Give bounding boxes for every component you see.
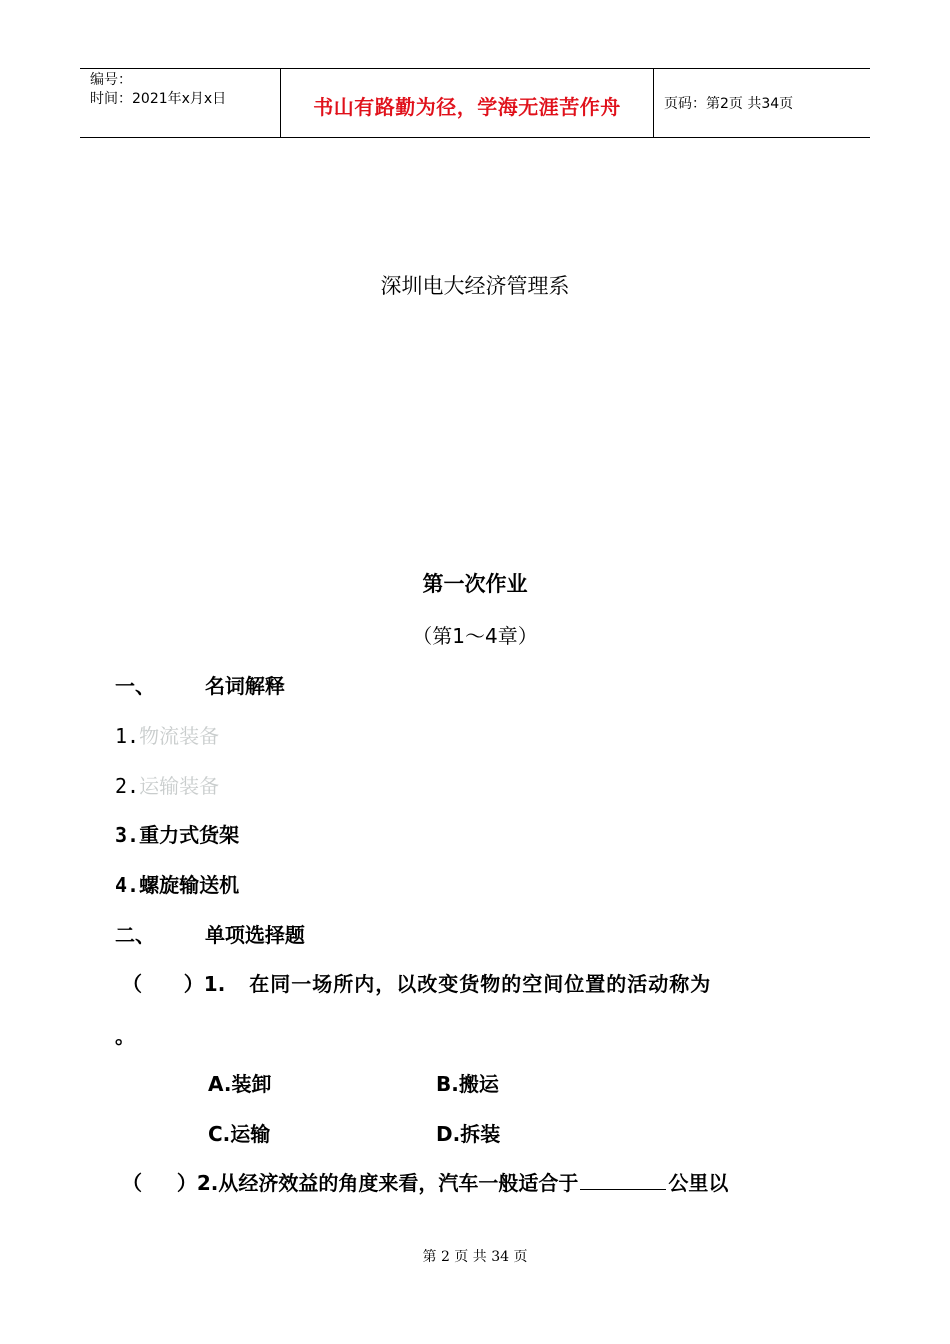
assignment-title: 第一次作业	[422, 572, 528, 596]
time-label: 时间：2021年x月x日	[90, 91, 227, 107]
assignment-chapters: （第1～4章）	[412, 624, 538, 648]
section1-heading	[115, 670, 285, 699]
section1-heading-text: 名词解释	[204, 674, 285, 698]
item-number: 3.	[115, 823, 140, 847]
item-number: 1.	[115, 724, 140, 748]
page-footer: 第 2 页 共 34 页	[422, 1249, 528, 1265]
question-2-text-after: 公里以	[668, 1171, 729, 1195]
item-number: 4.	[115, 873, 140, 897]
section1-heading-num: 一、	[115, 674, 155, 698]
page-info: 页码：第2页 共34页	[664, 96, 794, 112]
option-a: A.装卸	[208, 1072, 272, 1096]
item-text: 运输装备	[139, 774, 220, 798]
option-c: C.运输	[208, 1122, 271, 1146]
question-1	[122, 968, 711, 997]
item-text: 螺旋输送机	[139, 873, 240, 897]
question-1-cont: 。	[115, 1024, 135, 1048]
section2-heading-text: 单项选择题	[204, 923, 305, 947]
item-text: 物流装备	[139, 724, 220, 748]
header-meta	[80, 69, 281, 137]
question-2-paren: （ ）2.	[122, 1171, 219, 1195]
question-2	[122, 1167, 728, 1196]
item-number: 2.	[115, 774, 140, 798]
question-2-text: 从经济效益的角度来看，汽车一般适合于	[218, 1171, 579, 1195]
header-motto-cell	[281, 69, 654, 137]
page-header	[80, 68, 870, 138]
number-label: 编号：	[90, 72, 132, 88]
question-1-text: 在同一场所内，以改变货物的空间位置的活动称为	[249, 972, 712, 996]
section2-heading	[115, 919, 305, 948]
option-b: B.搬运	[436, 1072, 499, 1096]
motto: 书山有路勤为径，学海无涯苦作舟	[313, 94, 621, 119]
list-item	[115, 770, 219, 799]
section2-heading-num: 二、	[115, 923, 155, 947]
option-d: D.拆装	[436, 1122, 501, 1146]
list-item	[115, 819, 239, 848]
list-item	[115, 869, 239, 898]
question-1-paren: （ ）1.	[122, 972, 226, 996]
answer-blank	[580, 1169, 666, 1190]
item-text: 重力式货架	[139, 823, 240, 847]
org-name: 深圳电大经济管理系	[380, 274, 570, 298]
header-page-info-cell	[654, 69, 870, 137]
list-item	[115, 720, 219, 749]
